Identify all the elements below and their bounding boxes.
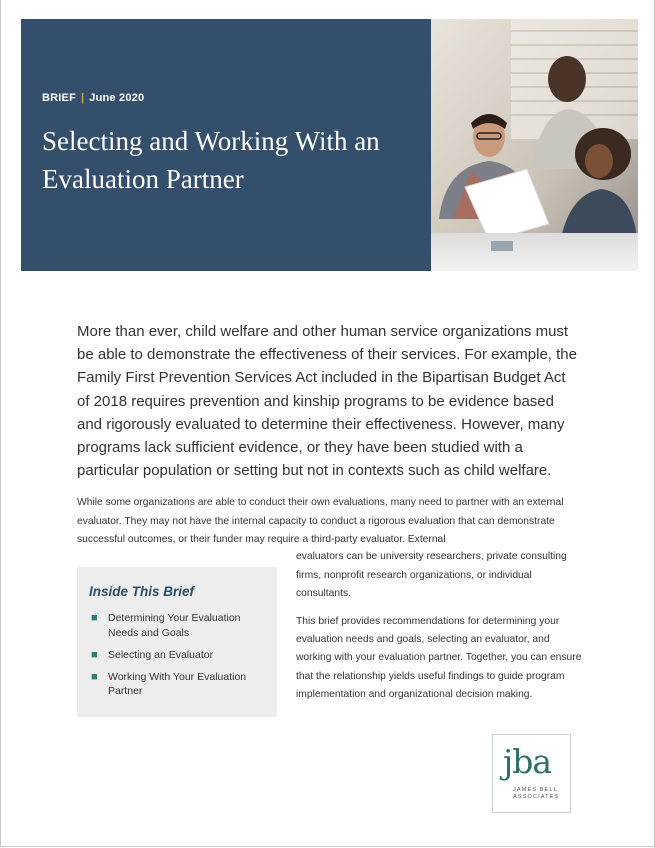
sidebar-list bbox=[89, 611, 269, 706]
header-photo bbox=[431, 19, 638, 271]
lead-paragraph: More than ever, child welfare and other human service organizations must be able to demonstrate the effectiveness of their services. For example, the Family First Prevention Services Act included in the Bipartisan Budget Act of 2018 requires prevention and kinship programs to be evidence based and rigorously evaluated to determine their effectiveness. However, many programs lack sufficient evidence, or they have been studied with a particular population or setting but not in contexts such as child welfare. bbox=[77, 323, 577, 480]
logo-mark: jba bbox=[503, 742, 552, 781]
sidebar-item-label: Determining Your Evaluation Needs and Goals bbox=[108, 612, 241, 639]
logo-name-line-2: ASSOCIATES bbox=[513, 794, 560, 800]
sidebar-item-label: Working With Your Evaluation Partner bbox=[108, 670, 247, 697]
inside-this-brief-box bbox=[77, 567, 277, 717]
sidebar-item-label: Selecting an Evaluator bbox=[108, 648, 214, 661]
square-bullet-icon: ■ bbox=[91, 670, 98, 683]
square-bullet-icon: ■ bbox=[91, 648, 98, 661]
jba-logo bbox=[492, 734, 571, 813]
sidebar-item-selecting bbox=[89, 648, 269, 663]
brief-label: BRIEF bbox=[42, 92, 76, 104]
team-meeting-photo bbox=[431, 19, 638, 271]
brief-date: June 2020 bbox=[89, 92, 145, 104]
sidebar-item-needs-goals bbox=[89, 611, 269, 640]
sidebar-heading: Inside This Brief bbox=[89, 584, 195, 599]
logo-name bbox=[513, 787, 569, 801]
body-paragraph-1-continued: evaluators can be university researchers, private consulting firms, nonprofit research organizations, or individual consultants. bbox=[296, 551, 567, 599]
body-paragraph-2: This brief provides recommendations for determining your evaluation needs and goals, selecting an evaluator, and working with your evaluation partner. Together, you can ensure that the relationship yields useful findings to guide program implementation and organizational decision making. bbox=[296, 616, 582, 700]
square-bullet-icon: ■ bbox=[91, 612, 98, 624]
sidebar-item-working bbox=[89, 670, 269, 699]
brief-tagline bbox=[42, 92, 144, 104]
page-title: Selecting and Working With an Evaluation Partner bbox=[42, 126, 380, 194]
body-paragraph-1: While some organizations are able to conduct their own evaluations, many need to partner with an external evaluator. They may not have the internal capacity to conduct a rigorous evaluation that can demonstrate successful outcomes, or their funder may require a third-party evaluator. External bbox=[77, 497, 564, 545]
logo-name-line-1: JAMES BELL bbox=[513, 787, 558, 793]
tagline-separator: | bbox=[81, 92, 85, 104]
